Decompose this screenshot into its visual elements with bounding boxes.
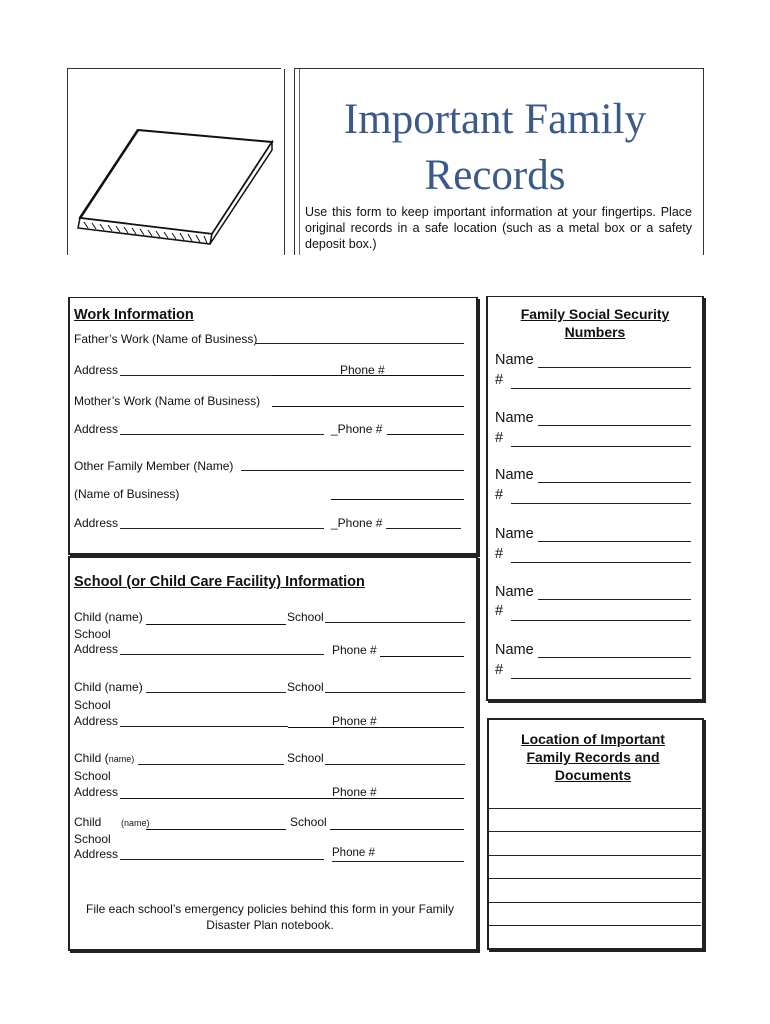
mothers-work-field[interactable]	[272, 406, 464, 407]
ssn1-number-field[interactable]	[511, 388, 691, 389]
ssn3-number-label: #	[495, 487, 504, 503]
ssn6-number-field[interactable]	[511, 678, 691, 679]
ssn4-number-field[interactable]	[511, 562, 691, 563]
fathers-work-label: Father’s Work (Name of Business)	[74, 332, 258, 346]
child1-address-field[interactable]	[120, 654, 324, 655]
child4-phone-label: Phone #	[332, 847, 375, 859]
other-member-field[interactable]	[241, 470, 464, 471]
child4-school-field[interactable]	[330, 829, 464, 830]
child2-phone-label: Phone #	[332, 714, 377, 728]
intro-text: Use this form to keep important information at your fingertips. Place original records in a safe location (such as a metal box or a safety deposit box.)	[305, 205, 692, 251]
ssn1-name-label: Name	[495, 352, 534, 368]
other-address-label: Address	[74, 516, 119, 530]
child2-school-addr-label-1: School	[74, 698, 111, 712]
child3-name-label: Child (name)	[74, 751, 135, 765]
ssn3-name-label: Name	[495, 467, 534, 483]
child4-name-label: Child	[74, 815, 102, 829]
child2-name-field[interactable]	[146, 692, 286, 693]
child2-school-addr-label-2: Address	[74, 714, 119, 728]
school-footer-note: File each school’s emergency policies behind this form in your Family Disaster Plan notebook.	[86, 902, 454, 932]
other-business-field[interactable]	[331, 499, 464, 500]
school-section-title: School (or Child Care Facility) Information	[74, 574, 365, 590]
child3-school-field[interactable]	[325, 764, 465, 765]
ssn5-number-label: #	[495, 603, 504, 619]
child4-address-field[interactable]	[120, 859, 324, 860]
child3-address-phone-field[interactable]	[120, 798, 464, 799]
location-row-3[interactable]	[489, 855, 701, 856]
work-section-title: Work Information	[74, 307, 194, 323]
child3-phone-label: Phone #	[332, 785, 377, 799]
page-title	[320, 92, 670, 204]
title-line-2: Records	[424, 152, 566, 199]
title-line-1: Important Family	[343, 96, 647, 143]
father-phone-label: Phone #	[340, 363, 385, 377]
mothers-work-label: Mother’s Work (Name of Business)	[74, 394, 261, 408]
location-row-6[interactable]	[489, 925, 701, 926]
ssn3-name-field[interactable]	[538, 482, 691, 483]
ssn2-name-field[interactable]	[538, 425, 691, 426]
ssn6-name-field[interactable]	[538, 657, 691, 658]
mother-address-label: Address	[74, 422, 119, 436]
ssn5-name-label: Name	[495, 584, 534, 600]
ssn1-number-label: #	[495, 372, 504, 388]
other-phone-label: _Phone #	[331, 516, 383, 530]
child4-name-hint: (name)	[121, 818, 150, 828]
ssn2-number-field[interactable]	[511, 446, 691, 447]
location-row-1[interactable]	[489, 808, 701, 809]
child2-school-label: School	[287, 680, 324, 694]
child2-school-field[interactable]	[325, 692, 465, 693]
ssn6-name-label: Name	[495, 642, 534, 658]
child4-school-addr-label-1: School	[74, 832, 111, 846]
location-row-4[interactable]	[489, 878, 701, 879]
child4-name-field[interactable]	[146, 829, 286, 830]
location-row-5[interactable]	[489, 902, 701, 903]
father-address-field[interactable]	[120, 375, 272, 376]
mother-phone-label: _Phone #	[331, 422, 383, 436]
child2-phone-field[interactable]	[288, 727, 464, 728]
child4-phone-field[interactable]	[332, 861, 464, 862]
ssn-section-title: Family Social Security Numbers	[520, 306, 670, 340]
child3-school-label: School	[287, 751, 324, 765]
ssn5-name-field[interactable]	[538, 599, 691, 600]
fathers-work-field[interactable]	[255, 343, 464, 344]
child1-school-field[interactable]	[325, 622, 465, 623]
ssn4-name-field[interactable]	[538, 541, 691, 542]
ssn4-number-label: #	[495, 546, 504, 562]
child2-name-label: Child (name)	[74, 680, 143, 694]
child4-school-addr-label-2: Address	[74, 847, 119, 861]
child3-name-field[interactable]	[138, 764, 284, 765]
child1-phone-field[interactable]	[380, 656, 464, 657]
child1-school-addr-label-1: School	[74, 627, 111, 641]
other-address-field[interactable]	[120, 528, 324, 529]
other-business-label: (Name of Business)	[74, 487, 180, 501]
other-member-label: Other Family Member (Name)	[74, 459, 234, 473]
other-phone-field[interactable]	[386, 528, 461, 529]
child1-phone-label: Phone #	[332, 643, 377, 657]
notebook-illustration	[76, 126, 276, 246]
location-section-title: Location of Important Family Records and Documents	[521, 731, 665, 783]
ssn1-name-field[interactable]	[538, 367, 691, 368]
child4-school-label: School	[290, 815, 327, 829]
ssn2-number-label: #	[495, 430, 504, 446]
child1-school-label: School	[287, 610, 324, 624]
ssn5-number-field[interactable]	[511, 620, 691, 621]
ssn3-number-field[interactable]	[511, 503, 691, 504]
ssn6-number-label: #	[495, 662, 504, 678]
ssn2-name-label: Name	[495, 410, 534, 426]
child2-address-field[interactable]	[120, 726, 288, 727]
child1-name-field[interactable]	[146, 624, 286, 625]
child1-name-label: Child (name)	[74, 610, 143, 624]
father-phone-field[interactable]	[272, 375, 464, 376]
mother-phone-field[interactable]	[387, 434, 464, 435]
mother-address-field[interactable]	[120, 434, 324, 435]
father-address-label: Address	[74, 363, 119, 377]
child1-school-addr-label-2: Address	[74, 642, 119, 656]
ssn4-name-label: Name	[495, 526, 534, 542]
child3-school-addr-label-2: Address	[74, 785, 119, 799]
child3-school-addr-label-1: School	[74, 769, 111, 783]
location-row-2[interactable]	[489, 831, 701, 832]
